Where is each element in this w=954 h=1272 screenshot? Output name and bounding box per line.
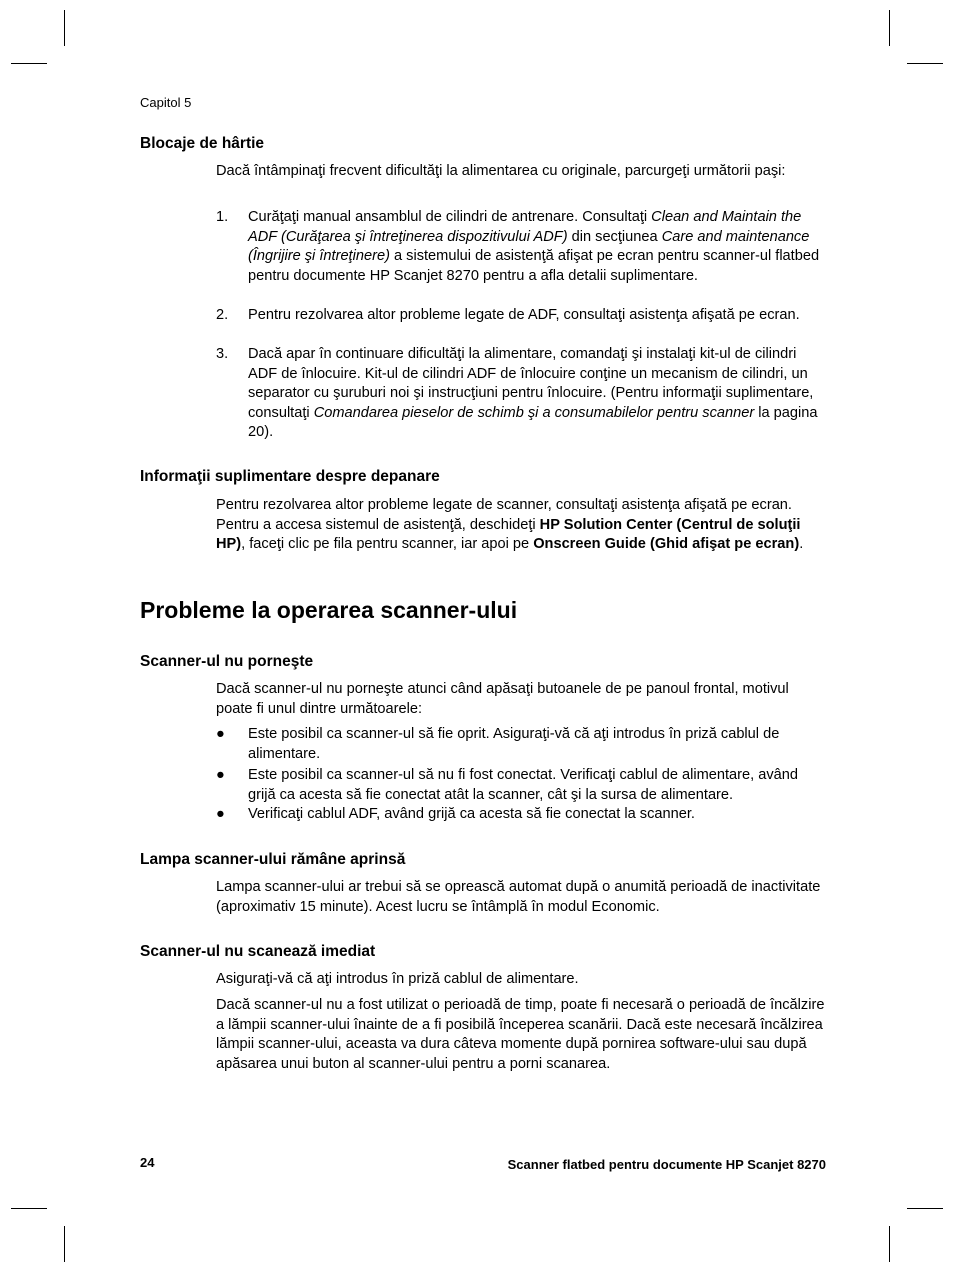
paragraph: Lampa scanner-ului ar trebui să se oprească automat după o anumită perioadă de inactivitate (aproximativ 15 minute). Acest lucru se întâmplă în modul Economic. — [216, 879, 821, 915]
text-run: a sistemului de asistenţă afişat pe ecran pentru scanner-ul flatbed pentru documente HP Scanjet 8270 pentru a afla detalii suplimentare. — [248, 248, 820, 284]
section-title-paper-jams: Blocaje de hârtie — [140, 135, 265, 152]
crop-mark — [11, 63, 47, 64]
list-item — [216, 345, 828, 443]
text-run-italic: Clean and Maintain the ADF (Curăţarea şi întreţinerea dispozitivului ADF) — [248, 209, 802, 245]
page-title: Probleme la operarea scanner-ului — [140, 597, 518, 623]
crop-mark — [64, 10, 65, 46]
list-item — [216, 725, 828, 764]
text-run: . — [799, 536, 804, 553]
text-run: Verificaţi cablul ADF, având grijă ca acesta să fie conectat la scanner. — [248, 806, 695, 822]
text-run: Este posibil ca scanner-ul să fie oprit. Asiguraţi-vă că aţi introdus în priză cablul de alimentare. — [248, 726, 780, 762]
text-run: Pentru rezolvarea altor probleme legate de ADF, consultaţi asistenţa afişată pe ecran. — [248, 307, 800, 323]
list-item — [216, 306, 828, 326]
paragraph: Dacă scanner-ul nu a fost utilizat o perioadă de timp, poate fi necesară o perioadă de încălzire a lămpii scanner-ului înainte de a fi posibilă începerea scanării. Dacă este necesară încălzirea lămpii scanner-ului, aceasta va dura câteva momente după pornirea software-ului sau după apăsarea unui buton al scanner-ului pentru a porni scanarea. — [216, 997, 825, 1072]
text-run: Curăţaţi manual ansamblul de cilindri de antrenare. Consultaţi — [248, 209, 652, 225]
text-run: Este posibil ca scanner-ul să nu fi fost conectat. Verificaţi cablul de alimentare, având grijă ca acesta să fie conectat atât la scanner, cât şi la sursa de alimentare. — [248, 767, 798, 803]
paragraph: Dacă întâmpinaţi frecvent dificultăţi la alimentarea cu originale, parcurgeţi următorii paşi: — [216, 163, 786, 179]
text-run: la pagina 20). — [248, 404, 818, 441]
paragraph: Dacă scanner-ul nu porneşte atunci când apăsaţi butoanele de pe panoul frontal, motivul poate fi unul dintre următoarele: — [216, 681, 789, 717]
section-title-scanner-wont-start: Scanner-ul nu porneşte — [140, 653, 314, 670]
crop-mark — [907, 63, 943, 64]
crop-mark — [889, 10, 890, 46]
crop-mark — [11, 1208, 47, 1209]
page-number: 24 — [140, 1155, 155, 1170]
section-title-troubleshooting-info: Informaţii suplimentare despre depanare — [140, 468, 440, 485]
bullet: ● — [216, 726, 225, 742]
text-run-italic: Care and maintenance (Îngrijire şi întreţinere) — [248, 228, 810, 265]
footer-product-title: Scanner flatbed pentru documente HP Scanjet 8270 — [507, 1157, 826, 1172]
ui-reference: HP Solution Center (Centrul de soluţii HP) — [216, 516, 801, 553]
text-run: , faceţi clic pe fila pentru scanner, iar apoi pe — [241, 536, 534, 553]
text-run: Pentru rezolvarea altor probleme legate de scanner, consultaţi asistenţa afişată pe ecran. Pentru a accesa sistemul de asistenţă, deschideţi — [216, 497, 792, 533]
section-title-scan-not-immediate: Scanner-ul nu scanează imediat — [140, 943, 376, 960]
section-title-lamp-stays-on: Lampa scanner-ului rămâne aprinsă — [140, 851, 406, 868]
chapter-label: Capitol 5 — [140, 95, 192, 110]
crop-mark — [889, 1226, 890, 1262]
crop-mark — [907, 1208, 943, 1209]
bullet: ● — [216, 767, 225, 783]
text-run-italic: Comandarea pieselor de schimb şi a consumabilelor pentru scanner — [313, 404, 755, 421]
list-number: 3. — [216, 346, 229, 362]
list-item — [216, 805, 828, 825]
ui-reference: Onscreen Guide (Ghid afişat pe ecran) — [533, 536, 800, 553]
bullet: ● — [216, 806, 225, 822]
text-run: din secţiunea — [567, 228, 662, 245]
list-item — [216, 766, 828, 805]
list-item — [216, 208, 828, 286]
crop-mark — [64, 1226, 65, 1262]
paragraph: Asiguraţi-vă că aţi introdus în priză cablul de alimentare. — [216, 971, 579, 987]
list-number: 1. — [216, 209, 229, 225]
text-run: Dacă apar în continuare dificultăţi la alimentare, comandaţi şi instalaţi kit-ul de cilindri ADF de înlocuire. Kit-ul de cilindri ADF de înlocuire conţine un mecanism de cilindri, un separator cu şuruburi noi şi instrucţiuni pentru înlocuire. (Pentru informaţii suplimentare, consultaţi — [248, 346, 814, 421]
paragraph — [216, 496, 828, 555]
list-number: 2. — [216, 307, 229, 323]
